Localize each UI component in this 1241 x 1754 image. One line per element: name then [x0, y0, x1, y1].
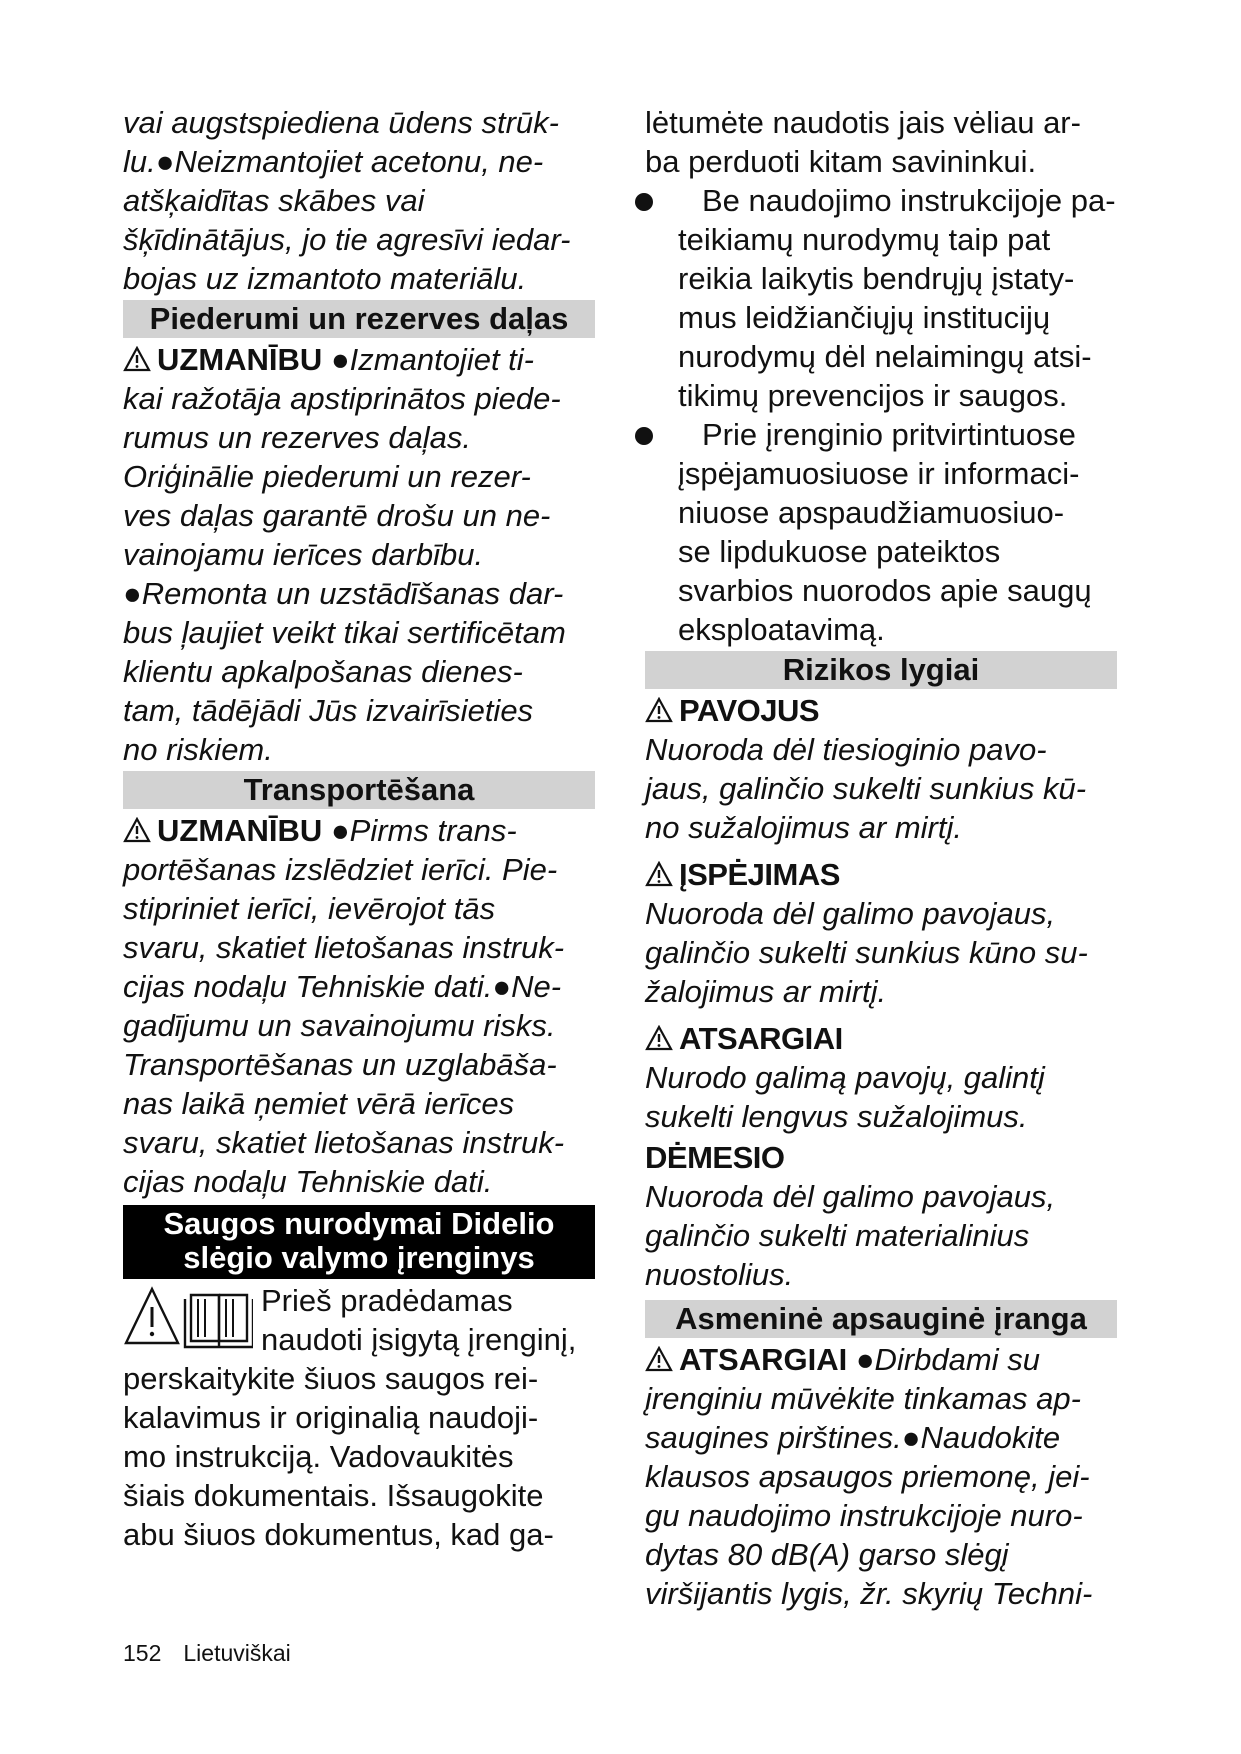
language-label: Lietuviškai — [183, 1640, 291, 1666]
text-line: ●Dirbdami su — [855, 1342, 1040, 1377]
caution-text — [645, 1058, 1145, 1136]
warning-label: ĮSPĖJIMAS — [679, 857, 840, 892]
heading-line: Saugos nurodymai Didelio — [163, 1206, 555, 1241]
bullet-item — [645, 415, 1145, 649]
text-line: saugines pirštines.●Naudokite — [645, 1420, 1061, 1455]
text-line: gu naudojimo instrukcijoje nuro- — [645, 1498, 1083, 1533]
text-line: gadījumu un savainojumu risks. — [123, 1008, 556, 1043]
attention-text — [645, 1177, 1145, 1294]
text-line: mus leidžiančiųjų institucijų — [678, 300, 1051, 335]
danger-label: PAVOJUS — [679, 693, 820, 728]
text-line: sukelti lengvus sužalojimus. — [645, 1099, 1028, 1134]
caution-label: ATSARGIAI — [679, 1021, 843, 1056]
text-line: šķīdinātājus, jo tie agresīvi iedar- — [123, 222, 571, 257]
warning-and-manual-icon — [123, 1285, 253, 1351]
danger-text — [645, 730, 1145, 847]
text-line: įspėjamuosiuose ir informaci- — [678, 456, 1080, 491]
warning-triangle-icon — [123, 346, 153, 372]
text-line: naudoti įsigytą įrenginį, — [261, 1322, 577, 1357]
text-line: portēšanas izslēdziet ierīci. Pie- — [123, 852, 558, 887]
text-line: no riskiem. — [123, 732, 273, 767]
text-line: tikimų prevencijos ir saugos. — [678, 378, 1068, 413]
text-line: žalojimus ar mirtį. — [645, 974, 887, 1009]
text-line: dytas 80 dB(A) garso slėgį — [645, 1537, 1009, 1572]
heading-line: slėgio valymo įrenginys — [183, 1240, 535, 1275]
intro-paragraph — [123, 103, 595, 298]
text-line: Oriģinālie piederumi un rezer- — [123, 459, 531, 494]
accessories-paragraph — [123, 340, 595, 769]
text-line: svarbios nuorodos apie saugų — [678, 573, 1092, 608]
left-column — [123, 103, 595, 1554]
text-line: svaru, skatiet lietošanas instruk- — [123, 1125, 565, 1160]
text-line: ●Izmantojiet ti- — [330, 342, 534, 377]
bullet-icon — [635, 193, 653, 211]
warning-text — [645, 894, 1145, 1011]
text-line: no sužalojimus ar mirtį. — [645, 810, 962, 845]
text-line: Nuoroda dėl galimo pavojaus, — [645, 896, 1056, 931]
text-line: cijas nodaļu Tehniskie dati.●Ne- — [123, 969, 562, 1004]
text-line: Transportēšanas un uzglabāša- — [123, 1047, 557, 1082]
text-line: rumus un rezerves daļas. — [123, 420, 472, 455]
text-line: reikia laikytis bendrųjų įstaty- — [678, 261, 1075, 296]
warning-triangle-icon — [645, 697, 675, 723]
text-line: jaus, galinčio sukelti sunkius kū- — [645, 771, 1087, 806]
warning-triangle-icon — [645, 861, 675, 887]
text-line: įrenginiu mūvėkite tinkamas ap- — [645, 1381, 1081, 1416]
text-line: perskaitykite šiuos saugos rei- — [123, 1361, 539, 1396]
page-footer — [123, 1640, 313, 1667]
section-heading-safety — [123, 1205, 595, 1279]
warning-triangle-icon — [645, 1025, 675, 1051]
page-number: 152 — [123, 1640, 162, 1666]
text-line: ves daļas garantē drošu un ne- — [123, 498, 551, 533]
warning-triangle-icon — [645, 1346, 675, 1372]
bullet-item — [645, 181, 1145, 415]
text-line: niuose apspaudžiamuosiuo- — [678, 495, 1065, 530]
safety-paragraph — [123, 1281, 595, 1554]
text-line: ●Remonta un uzstādīšanas dar- — [123, 576, 564, 611]
right-column — [645, 103, 1145, 1613]
text-line: nas laikā ņemiet vērā ierīces — [123, 1086, 515, 1121]
text-line: Be naudojimo instrukcijoje pa- — [702, 183, 1116, 218]
text-line: se lipdukuose pateiktos — [678, 534, 1001, 569]
text-line: lu.●Neizmantojiet acetonu, ne- — [123, 144, 544, 179]
text-line: stipriniet ierīci, ievērojot tās — [123, 891, 496, 926]
text-line: ●Pirms trans- — [330, 813, 517, 848]
text-line: kai ražotāja apstiprinātos piede- — [123, 381, 561, 416]
text-line: Nuoroda dėl galimo pavojaus, — [645, 1179, 1056, 1214]
caution-label: UZMANĪBU — [157, 342, 323, 377]
warning-triangle-icon — [123, 817, 153, 843]
caution-heading — [645, 1019, 1145, 1058]
text-line: Prieš pradėdamas — [261, 1283, 513, 1318]
text-line: atšķaidītas skābes vai — [123, 183, 425, 218]
text-line: galinčio sukelti materialinius — [645, 1218, 1030, 1253]
text-line: klausos apsaugos priemonę, jei- — [645, 1459, 1090, 1494]
section-heading-risk-levels: Rizikos lygiai — [645, 651, 1117, 689]
continuation-paragraph — [645, 103, 1145, 181]
text-line: viršijantis lygis, žr. skyrių Techni- — [645, 1576, 1093, 1611]
text-line: nuostolius. — [645, 1257, 794, 1292]
text-line: cijas nodaļu Tehniskie dati. — [123, 1164, 493, 1199]
text-line: Nuoroda dėl tiesioginio pavo- — [645, 732, 1047, 767]
safety-icons — [123, 1285, 253, 1357]
text-line: eksploatavimą. — [678, 612, 885, 647]
caution-label: UZMANĪBU — [157, 813, 323, 848]
text-line: tam, tādējādi Jūs izvairīsieties — [123, 693, 534, 728]
ppe-paragraph — [645, 1340, 1145, 1613]
danger-heading — [645, 691, 1145, 730]
text-line: Nurodo galimą pavojų, galintį — [645, 1060, 1045, 1095]
warning-heading — [645, 855, 1145, 894]
text-line: lėtumėte naudotis jais vėliau ar- — [645, 105, 1081, 140]
text-line: bus ļaujiet veikt tikai sertificētam — [123, 615, 566, 650]
text-line: kalavimus ir originalią naudoji- — [123, 1400, 539, 1435]
section-heading-accessories: Piederumi un rezerves daļas — [123, 300, 595, 338]
text-line: Prie įrenginio pritvirtintuose — [702, 417, 1076, 452]
text-line: mo instrukciją. Vadovaukitės — [123, 1439, 514, 1474]
text-line: bojas uz izmantoto materiālu. — [123, 261, 527, 296]
text-line: vainojamu ierīces darbību. — [123, 537, 484, 572]
text-line: nurodymų dėl nelaimingų atsi- — [678, 339, 1092, 374]
text-line: teikiamų nurodymų taip pat — [678, 222, 1051, 257]
caution-label: ATSARGIAI — [679, 1342, 848, 1377]
section-heading-ppe: Asmeninė apsauginė įranga — [645, 1300, 1117, 1338]
text-line: ba perduoti kitam savininkui. — [645, 144, 1037, 179]
text-line: abu šiuos dokumentus, kad ga- — [123, 1517, 554, 1552]
section-heading-transport: Transportēšana — [123, 771, 595, 809]
bullet-icon — [635, 427, 653, 445]
text-line: vai augstspiediena ūdens strūk- — [123, 105, 559, 140]
text-line: galinčio sukelti sunkius kūno su- — [645, 935, 1088, 970]
text-line: svaru, skatiet lietošanas instruk- — [123, 930, 565, 965]
text-line: šiais dokumentais. Išsaugokite — [123, 1478, 544, 1513]
attention-heading: DĖMESIO — [645, 1140, 785, 1175]
transport-paragraph — [123, 811, 595, 1201]
text-line: klientu apkalpošanas dienes- — [123, 654, 523, 689]
